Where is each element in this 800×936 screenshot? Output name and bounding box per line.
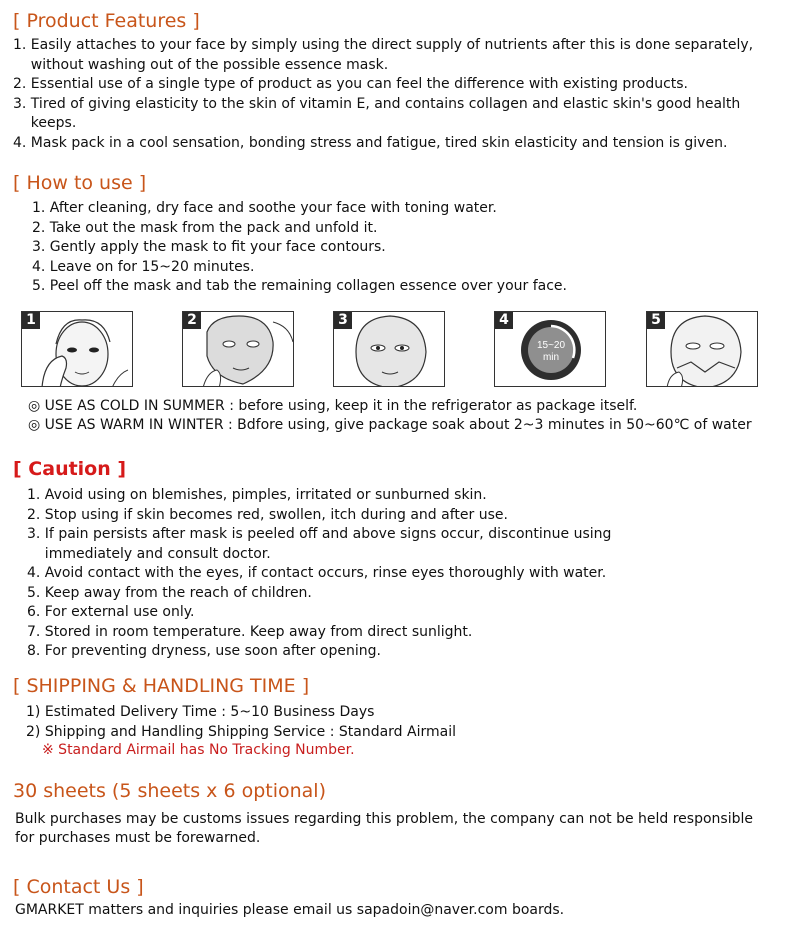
bulk-notice-line-2: for purchases must be forewarned. bbox=[15, 830, 261, 846]
list-item: 1. Easily attaches to your face by simply using the direct supply of nutrients after this is done separately, bbox=[13, 37, 754, 53]
features-list bbox=[13, 36, 753, 153]
list-item: 6. For external use only. bbox=[27, 604, 195, 620]
contact-title: [ Contact Us ] bbox=[13, 876, 144, 898]
list-item: 3. If pain persists after mask is peeled off and above signs occur, discontinue using bbox=[27, 526, 612, 542]
step-number-badge: 1 bbox=[22, 312, 40, 329]
caution-title: [ Caution ] bbox=[13, 458, 127, 480]
list-item: 4. Leave on for 15~20 minutes. bbox=[32, 258, 255, 275]
list-item: 4. Mask pack in a cool sensation, bonding stress and fatigue, tired skin elasticity and tension is given. bbox=[13, 134, 728, 151]
list-item: 1. Avoid using on blemishes, pimples, irritated or sunburned skin. bbox=[27, 487, 487, 503]
shipping-title: [ SHIPPING & HANDLING TIME ] bbox=[13, 675, 310, 697]
list-item: 5. Keep away from the reach of children. bbox=[27, 584, 312, 601]
list-item: immediately and consult doctor. bbox=[27, 545, 271, 562]
step-5-image bbox=[646, 311, 758, 387]
timer-unit: min bbox=[542, 352, 560, 363]
shipping-list bbox=[26, 703, 456, 742]
caution-list bbox=[27, 486, 611, 662]
sheets-title: 30 sheets (5 sheets x 6 optional) bbox=[13, 780, 326, 802]
step-4-image bbox=[494, 311, 606, 387]
howto-title: [ How to use ] bbox=[13, 172, 147, 194]
list-item: 2) Shipping and Handling Shipping Service : Standard Airmail bbox=[26, 723, 456, 740]
contact-info: GMARKET matters and inquiries please email us sapadoin@naver.com boards. bbox=[15, 902, 565, 918]
list-item: 3. Tired of giving elasticity to the skin of vitamin E, and contains collagen and elastic skin's good health bbox=[13, 95, 741, 112]
step-number-badge: 2 bbox=[183, 312, 201, 329]
usage-note-winter: ◎ USE AS WARM IN WINTER : Bdfore using, give package soak about 2~3 minutes in 50~60℃ of water bbox=[28, 417, 752, 433]
list-item: 5. Peel off the mask and tab the remaining collagen essence over your face. bbox=[32, 278, 567, 294]
howto-list bbox=[32, 199, 567, 297]
bulk-notice-line-1: Bulk purchases may be customs issues regarding this problem, the company can not be held responsible bbox=[15, 811, 753, 827]
shipping-tracking-note: ※ Standard Airmail has No Tracking Number. bbox=[42, 742, 355, 758]
list-item: 3. Gently apply the mask to fit your face contours. bbox=[32, 239, 386, 255]
list-item: without washing out of the possible essence mask. bbox=[13, 56, 389, 73]
list-item: 2. Stop using if skin becomes red, swollen, itch during and after use. bbox=[27, 506, 508, 523]
timer-value: 15~20 bbox=[536, 340, 566, 351]
list-item: 2. Essential use of a single type of product as you can feel the difference with existing products. bbox=[13, 76, 689, 92]
step-number-badge: 3 bbox=[334, 312, 352, 329]
step-number-badge: 5 bbox=[647, 312, 665, 329]
list-item: 1. After cleaning, dry face and soothe your face with toning water. bbox=[32, 200, 497, 216]
usage-note-summer: ◎ USE AS COLD IN SUMMER : before using, keep it in the refrigerator as package itself. bbox=[28, 398, 638, 414]
features-title: [ Product Features ] bbox=[13, 10, 200, 32]
step-3-image bbox=[333, 311, 445, 387]
step-1-image bbox=[21, 311, 133, 387]
list-item: 4. Avoid contact with the eyes, if contact occurs, rinse eyes thoroughly with water. bbox=[27, 565, 607, 581]
step-number-badge: 4 bbox=[495, 312, 513, 329]
step-2-image bbox=[182, 311, 294, 387]
list-item: 1) Estimated Delivery Time : 5~10 Business Days bbox=[26, 704, 375, 720]
list-item: 7. Stored in room temperature. Keep away from direct sunlight. bbox=[27, 623, 473, 640]
list-item: 8. For preventing dryness, use soon after opening. bbox=[27, 643, 381, 659]
list-item: 2. Take out the mask from the pack and unfold it. bbox=[32, 219, 378, 236]
list-item: keeps. bbox=[13, 115, 77, 131]
